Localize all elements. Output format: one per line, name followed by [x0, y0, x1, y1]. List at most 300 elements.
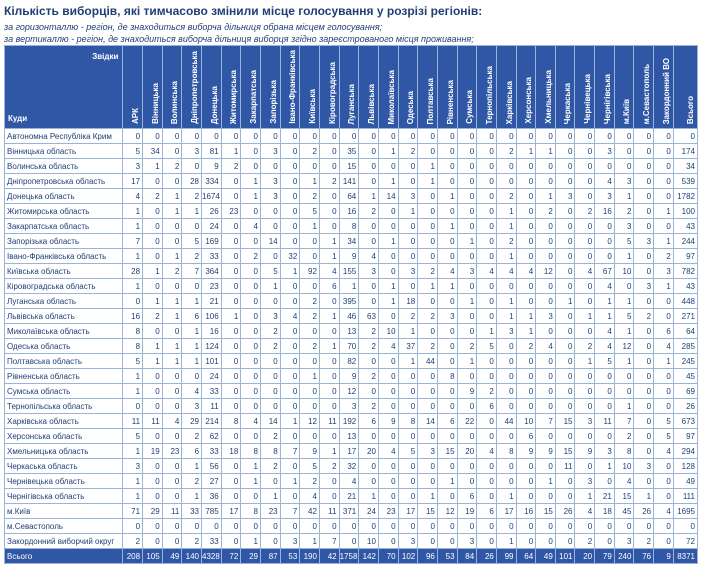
table-cell: 0	[143, 249, 163, 264]
table-cell: 1	[143, 294, 163, 309]
table-header-row	[5, 46, 698, 129]
subtitle-vertical: за вертикаллю - регіон, де знаходиться виборча дільниця виборця згідно зареєстрованого місця проживання;	[4, 34, 474, 44]
table-cell: 0	[260, 249, 280, 264]
table-cell: 1	[162, 189, 182, 204]
table-cell: 1	[182, 324, 202, 339]
table-cell: 0	[418, 369, 438, 384]
table-cell: 4	[280, 309, 300, 324]
table-cell: 0	[516, 459, 536, 474]
table-cell: 36	[202, 489, 222, 504]
table-cell: 285	[673, 339, 697, 354]
table-cell: 0	[457, 324, 477, 339]
table-cell: 0	[280, 144, 300, 159]
table-cell: 2	[300, 189, 320, 204]
table-cell: 0	[437, 354, 457, 369]
table-cell: 1	[280, 264, 300, 279]
table-cell: 0	[457, 129, 477, 144]
subtitle-horizontal: за горизонталлю - регіон, де знаходиться виборча дільниця обрана місцем голосування;	[4, 22, 383, 32]
table-cell: 0	[143, 219, 163, 234]
table-cell: 11	[555, 459, 575, 474]
table-cell: 7	[536, 414, 556, 429]
table-cell: 3	[123, 459, 143, 474]
table-cell: 4	[319, 264, 339, 279]
table-cell: 0	[319, 219, 339, 234]
table-cell: 97	[673, 429, 697, 444]
table-cell: 0	[496, 474, 516, 489]
table-cell: 56	[202, 459, 222, 474]
table-cell: 0	[575, 234, 595, 249]
table-cell: 2	[516, 339, 536, 354]
table-cell: 1674	[202, 189, 222, 204]
table-cell: 0	[516, 204, 536, 219]
table-cell: 3	[654, 264, 674, 279]
column-header-label: Полтавська	[425, 77, 435, 124]
table-cell: 1	[378, 174, 398, 189]
table-row	[5, 144, 698, 159]
table-cell: 395	[339, 294, 359, 309]
table-cell: 2	[634, 309, 654, 324]
table-cell: 0	[477, 129, 497, 144]
table-cell: 0	[378, 459, 398, 474]
table-cell: 1	[654, 279, 674, 294]
table-cell: 2	[634, 534, 654, 549]
table-cell: 0	[182, 159, 202, 174]
table-cell: 4	[536, 339, 556, 354]
table-cell: 0	[496, 129, 516, 144]
table-cell: 0	[260, 474, 280, 489]
table-cell: 5	[300, 204, 320, 219]
table-cell: 3	[398, 264, 418, 279]
table-cell: 4	[123, 189, 143, 204]
table-cell: 16	[339, 204, 359, 219]
table-cell: 1695	[673, 504, 697, 519]
table-cell: 17	[221, 504, 241, 519]
table-row	[5, 459, 698, 474]
table-cell: 0	[143, 474, 163, 489]
column-header	[595, 46, 615, 129]
table-cell: 49	[673, 474, 697, 489]
table-row	[5, 519, 698, 534]
table-cell: 0	[162, 399, 182, 414]
table-cell: 2	[241, 249, 261, 264]
table-cell: 1758	[339, 549, 359, 564]
table-cell: 0	[221, 339, 241, 354]
table-cell: 111	[673, 489, 697, 504]
table-cell: 0	[634, 144, 654, 159]
table-cell: 0	[516, 189, 536, 204]
table-cell: 0	[516, 219, 536, 234]
table-cell: 0	[516, 354, 536, 369]
table-cell: 0	[555, 384, 575, 399]
table-row	[5, 189, 698, 204]
column-header-label: Волинська	[170, 80, 180, 124]
table-cell: 0	[654, 489, 674, 504]
table-cell: 15	[614, 489, 634, 504]
table-cell: 0	[536, 384, 556, 399]
table-cell: 2	[418, 309, 438, 324]
table-cell: 0	[654, 294, 674, 309]
table-cell: 0	[496, 399, 516, 414]
table-cell: 44	[418, 354, 438, 369]
table-cell: 4	[595, 339, 615, 354]
table-cell: 0	[123, 129, 143, 144]
row-region-name: Миколаївська область	[5, 324, 123, 339]
table-cell: 0	[575, 384, 595, 399]
table-cell: 1	[437, 219, 457, 234]
table-cell: 0	[241, 129, 261, 144]
table-cell: 0	[595, 519, 615, 534]
table-cell: 84	[457, 549, 477, 564]
column-header	[241, 46, 261, 129]
table-cell: 3	[437, 309, 457, 324]
table-cell: 0	[300, 249, 320, 264]
table-cell: 27	[202, 474, 222, 489]
table-cell: 0	[595, 219, 615, 234]
table-cell: 3	[595, 144, 615, 159]
table-cell: 0	[496, 279, 516, 294]
table-cell: 46	[339, 309, 359, 324]
table-cell: 34	[673, 159, 697, 174]
table-cell: 62	[202, 429, 222, 444]
table-cell: 0	[319, 369, 339, 384]
table-cell: 0	[536, 429, 556, 444]
table-row	[5, 504, 698, 519]
table-cell: 10	[516, 414, 536, 429]
table-cell: 0	[634, 204, 654, 219]
table-cell: 0	[654, 399, 674, 414]
table-cell: 0	[378, 429, 398, 444]
table-cell: 0	[654, 534, 674, 549]
table-cell: 0	[143, 459, 163, 474]
table-cell: 0	[162, 219, 182, 234]
table-cell: 0	[555, 144, 575, 159]
table-row	[5, 219, 698, 234]
column-header-label: Сумська	[465, 90, 475, 124]
table-cell: 0	[241, 489, 261, 504]
table-cell: 128	[673, 459, 697, 474]
table-cell: 0	[398, 489, 418, 504]
table-cell: 0	[457, 279, 477, 294]
table-cell: 4	[654, 504, 674, 519]
table-cell: 6	[457, 489, 477, 504]
table-cell: 2	[457, 339, 477, 354]
table-cell: 0	[378, 309, 398, 324]
table-cell: 0	[319, 129, 339, 144]
table-cell: 0	[241, 264, 261, 279]
table-cell: 0	[162, 129, 182, 144]
table-cell: 0	[339, 129, 359, 144]
table-cell: 2	[182, 474, 202, 489]
table-cell: 244	[673, 234, 697, 249]
table-cell: 0	[378, 264, 398, 279]
table-cell: 0	[280, 234, 300, 249]
table-cell: 9	[300, 444, 320, 459]
table-cell: 0	[300, 234, 320, 249]
table-cell: 1	[182, 339, 202, 354]
table-cell: 2	[260, 339, 280, 354]
table-cell: 0	[536, 519, 556, 534]
table-cell: 1	[143, 159, 163, 174]
table-cell: 22	[457, 414, 477, 429]
table-cell: 10	[378, 324, 398, 339]
table-cell: 10	[614, 459, 634, 474]
table-cell: 1	[536, 474, 556, 489]
table-cell: 76	[634, 549, 654, 564]
table-cell: 106	[202, 309, 222, 324]
table-cell: 0	[162, 384, 182, 399]
column-header-label: м.Київ	[622, 98, 632, 124]
table-cell: 3	[595, 444, 615, 459]
table-cell: 0	[300, 519, 320, 534]
column-header	[477, 46, 497, 129]
table-cell: 42	[319, 549, 339, 564]
table-cell: 53	[280, 549, 300, 564]
table-cell: 8	[614, 444, 634, 459]
table-cell: 2	[260, 324, 280, 339]
table-cell: 1	[319, 444, 339, 459]
row-region-name: Всього	[5, 549, 123, 564]
table-cell: 15	[555, 414, 575, 429]
table-cell: 0	[359, 384, 379, 399]
table-cell: 5	[123, 429, 143, 444]
table-cell: 1	[143, 264, 163, 279]
table-cell: 0	[398, 159, 418, 174]
table-cell: 0	[260, 219, 280, 234]
table-cell: 3	[614, 534, 634, 549]
table-cell: 0	[634, 324, 654, 339]
table-cell: 0	[398, 279, 418, 294]
table-cell: 0	[536, 324, 556, 339]
table-cell: 4	[437, 264, 457, 279]
table-cell: 0	[241, 294, 261, 309]
table-cell: 1	[182, 489, 202, 504]
table-cell: 0	[536, 234, 556, 249]
table-cell: 2	[359, 369, 379, 384]
table-cell: 1	[575, 354, 595, 369]
table-cell: 29	[182, 414, 202, 429]
table-cell: 0	[614, 159, 634, 174]
table-cell: 0	[339, 534, 359, 549]
table-cell: 0	[595, 399, 615, 414]
table-row	[5, 429, 698, 444]
table-cell: 0	[614, 129, 634, 144]
table-cell: 0	[280, 279, 300, 294]
table-cell: 0	[496, 429, 516, 444]
table-cell: 0	[398, 129, 418, 144]
table-cell: 0	[575, 399, 595, 414]
column-header	[339, 46, 359, 129]
table-cell: 1	[654, 354, 674, 369]
table-cell: 0	[241, 429, 261, 444]
table-cell: 0	[143, 384, 163, 399]
column-header	[555, 46, 575, 129]
table-cell: 0	[457, 399, 477, 414]
corner-to-label: Куди	[8, 114, 28, 123]
table-cell: 0	[241, 384, 261, 399]
table-cell: 4	[182, 384, 202, 399]
table-cell: 0	[536, 489, 556, 504]
table-cell: 1	[418, 489, 438, 504]
table-cell: 4328	[202, 549, 222, 564]
table-cell: 63	[359, 309, 379, 324]
table-cell: 9	[536, 444, 556, 459]
table-cell: 9	[378, 414, 398, 429]
table-cell: 4	[162, 414, 182, 429]
table-cell: 0	[143, 234, 163, 249]
column-header	[182, 46, 202, 129]
table-cell: 0	[555, 264, 575, 279]
column-header	[654, 46, 674, 129]
table-cell: 1	[654, 204, 674, 219]
table-cell: 1	[162, 294, 182, 309]
table-cell: 0	[378, 369, 398, 384]
table-cell: 2	[614, 429, 634, 444]
table-cell: 9	[339, 369, 359, 384]
table-cell: 2	[398, 309, 418, 324]
table-cell: 174	[673, 144, 697, 159]
table-cell: 0	[516, 399, 536, 414]
table-cell: 0	[418, 429, 438, 444]
table-cell: 0	[241, 309, 261, 324]
table-cell: 0	[319, 189, 339, 204]
table-cell: 19	[143, 444, 163, 459]
table-row	[5, 234, 698, 249]
column-header	[280, 46, 300, 129]
table-cell: 1	[241, 189, 261, 204]
table-cell: 15	[555, 444, 575, 459]
table-cell: 0	[123, 399, 143, 414]
table-cell: 3	[457, 534, 477, 549]
table-cell: 0	[378, 204, 398, 219]
table-cell: 0	[359, 144, 379, 159]
table-cell: 64	[339, 189, 359, 204]
table-cell: 6	[437, 414, 457, 429]
table-cell: 0	[221, 249, 241, 264]
table-row	[5, 444, 698, 459]
table-cell: 1	[221, 144, 241, 159]
table-cell: 12	[437, 504, 457, 519]
table-cell: 2	[260, 429, 280, 444]
table-cell: 0	[221, 294, 241, 309]
table-cell: 3	[339, 399, 359, 414]
table-cell: 14	[260, 234, 280, 249]
table-cell: 1	[123, 204, 143, 219]
table-cell: 0	[221, 474, 241, 489]
table-cell: 3	[182, 144, 202, 159]
table-cell: 101	[202, 354, 222, 369]
table-cell: 0	[378, 474, 398, 489]
table-cell: 0	[477, 189, 497, 204]
row-region-name: Рівненська область	[5, 369, 123, 384]
table-cell: 0	[437, 129, 457, 144]
table-cell: 6	[516, 429, 536, 444]
table-cell: 53	[437, 549, 457, 564]
table-cell: 1	[182, 354, 202, 369]
table-cell: 2	[418, 339, 438, 354]
table-cell: 33	[202, 384, 222, 399]
table-cell: 0	[280, 189, 300, 204]
table-cell: 0	[654, 474, 674, 489]
table-cell: 0	[319, 429, 339, 444]
table-cell: 49	[162, 549, 182, 564]
table-cell: 0	[202, 129, 222, 144]
column-header-label: м.Севастополь	[642, 63, 652, 124]
row-region-name: Івано-Франківська область	[5, 249, 123, 264]
table-cell: 64	[516, 549, 536, 564]
table-cell: 0	[654, 129, 674, 144]
table-row	[5, 474, 698, 489]
table-cell: 0	[359, 219, 379, 234]
table-cell: 0	[162, 534, 182, 549]
table-cell: 1	[614, 324, 634, 339]
table-cell: 0	[359, 234, 379, 249]
table-cell: 0	[654, 459, 674, 474]
table-cell: 0	[359, 519, 379, 534]
row-region-name: Вінницька область	[5, 144, 123, 159]
column-header-label: Миколаївська	[386, 69, 396, 124]
column-header	[634, 46, 654, 129]
table-cell: 6	[654, 324, 674, 339]
table-cell: 5	[398, 444, 418, 459]
table-cell: 0	[437, 534, 457, 549]
table-cell: 44	[496, 414, 516, 429]
table-cell: 0	[280, 294, 300, 309]
column-header-label: Рівненська	[445, 79, 455, 124]
table-cell: 2	[654, 249, 674, 264]
table-cell: 1	[123, 489, 143, 504]
row-region-name: Запорізька область	[5, 234, 123, 249]
table-cell: 0	[555, 369, 575, 384]
table-cell: 0	[654, 519, 674, 534]
table-cell: 3	[398, 189, 418, 204]
table-cell: 1	[614, 189, 634, 204]
table-cell: 1	[595, 294, 615, 309]
table-cell: 1	[123, 444, 143, 459]
table-cell: 1	[575, 309, 595, 324]
table-cell: 0	[634, 159, 654, 174]
table-cell: 0	[477, 369, 497, 384]
table-cell: 0	[575, 249, 595, 264]
table-cell: 4	[575, 264, 595, 279]
table-cell: 0	[359, 294, 379, 309]
table-cell: 1	[555, 294, 575, 309]
table-cell: 0	[300, 384, 320, 399]
table-cell: 0	[477, 429, 497, 444]
table-cell: 8	[260, 444, 280, 459]
table-cell: 2	[359, 204, 379, 219]
table-cell: 43	[673, 219, 697, 234]
table-cell: 4	[241, 414, 261, 429]
table-cell: 0	[418, 144, 438, 159]
table-cell: 0	[143, 429, 163, 444]
table-cell: 2	[496, 234, 516, 249]
column-header-label: Херсонська	[524, 77, 534, 124]
table-cell: 0	[398, 459, 418, 474]
table-cell: 1	[496, 309, 516, 324]
table-cell: 3	[280, 534, 300, 549]
table-cell: 0	[378, 354, 398, 369]
table-cell: 0	[654, 174, 674, 189]
table-cell: 0	[457, 174, 477, 189]
table-cell: 1	[123, 249, 143, 264]
table-cell: 64	[673, 324, 697, 339]
column-header	[319, 46, 339, 129]
table-cell: 0	[595, 249, 615, 264]
table-cell: 0	[437, 234, 457, 249]
table-cell: 0	[398, 474, 418, 489]
table-cell: 5	[477, 339, 497, 354]
table-cell: 0	[241, 519, 261, 534]
